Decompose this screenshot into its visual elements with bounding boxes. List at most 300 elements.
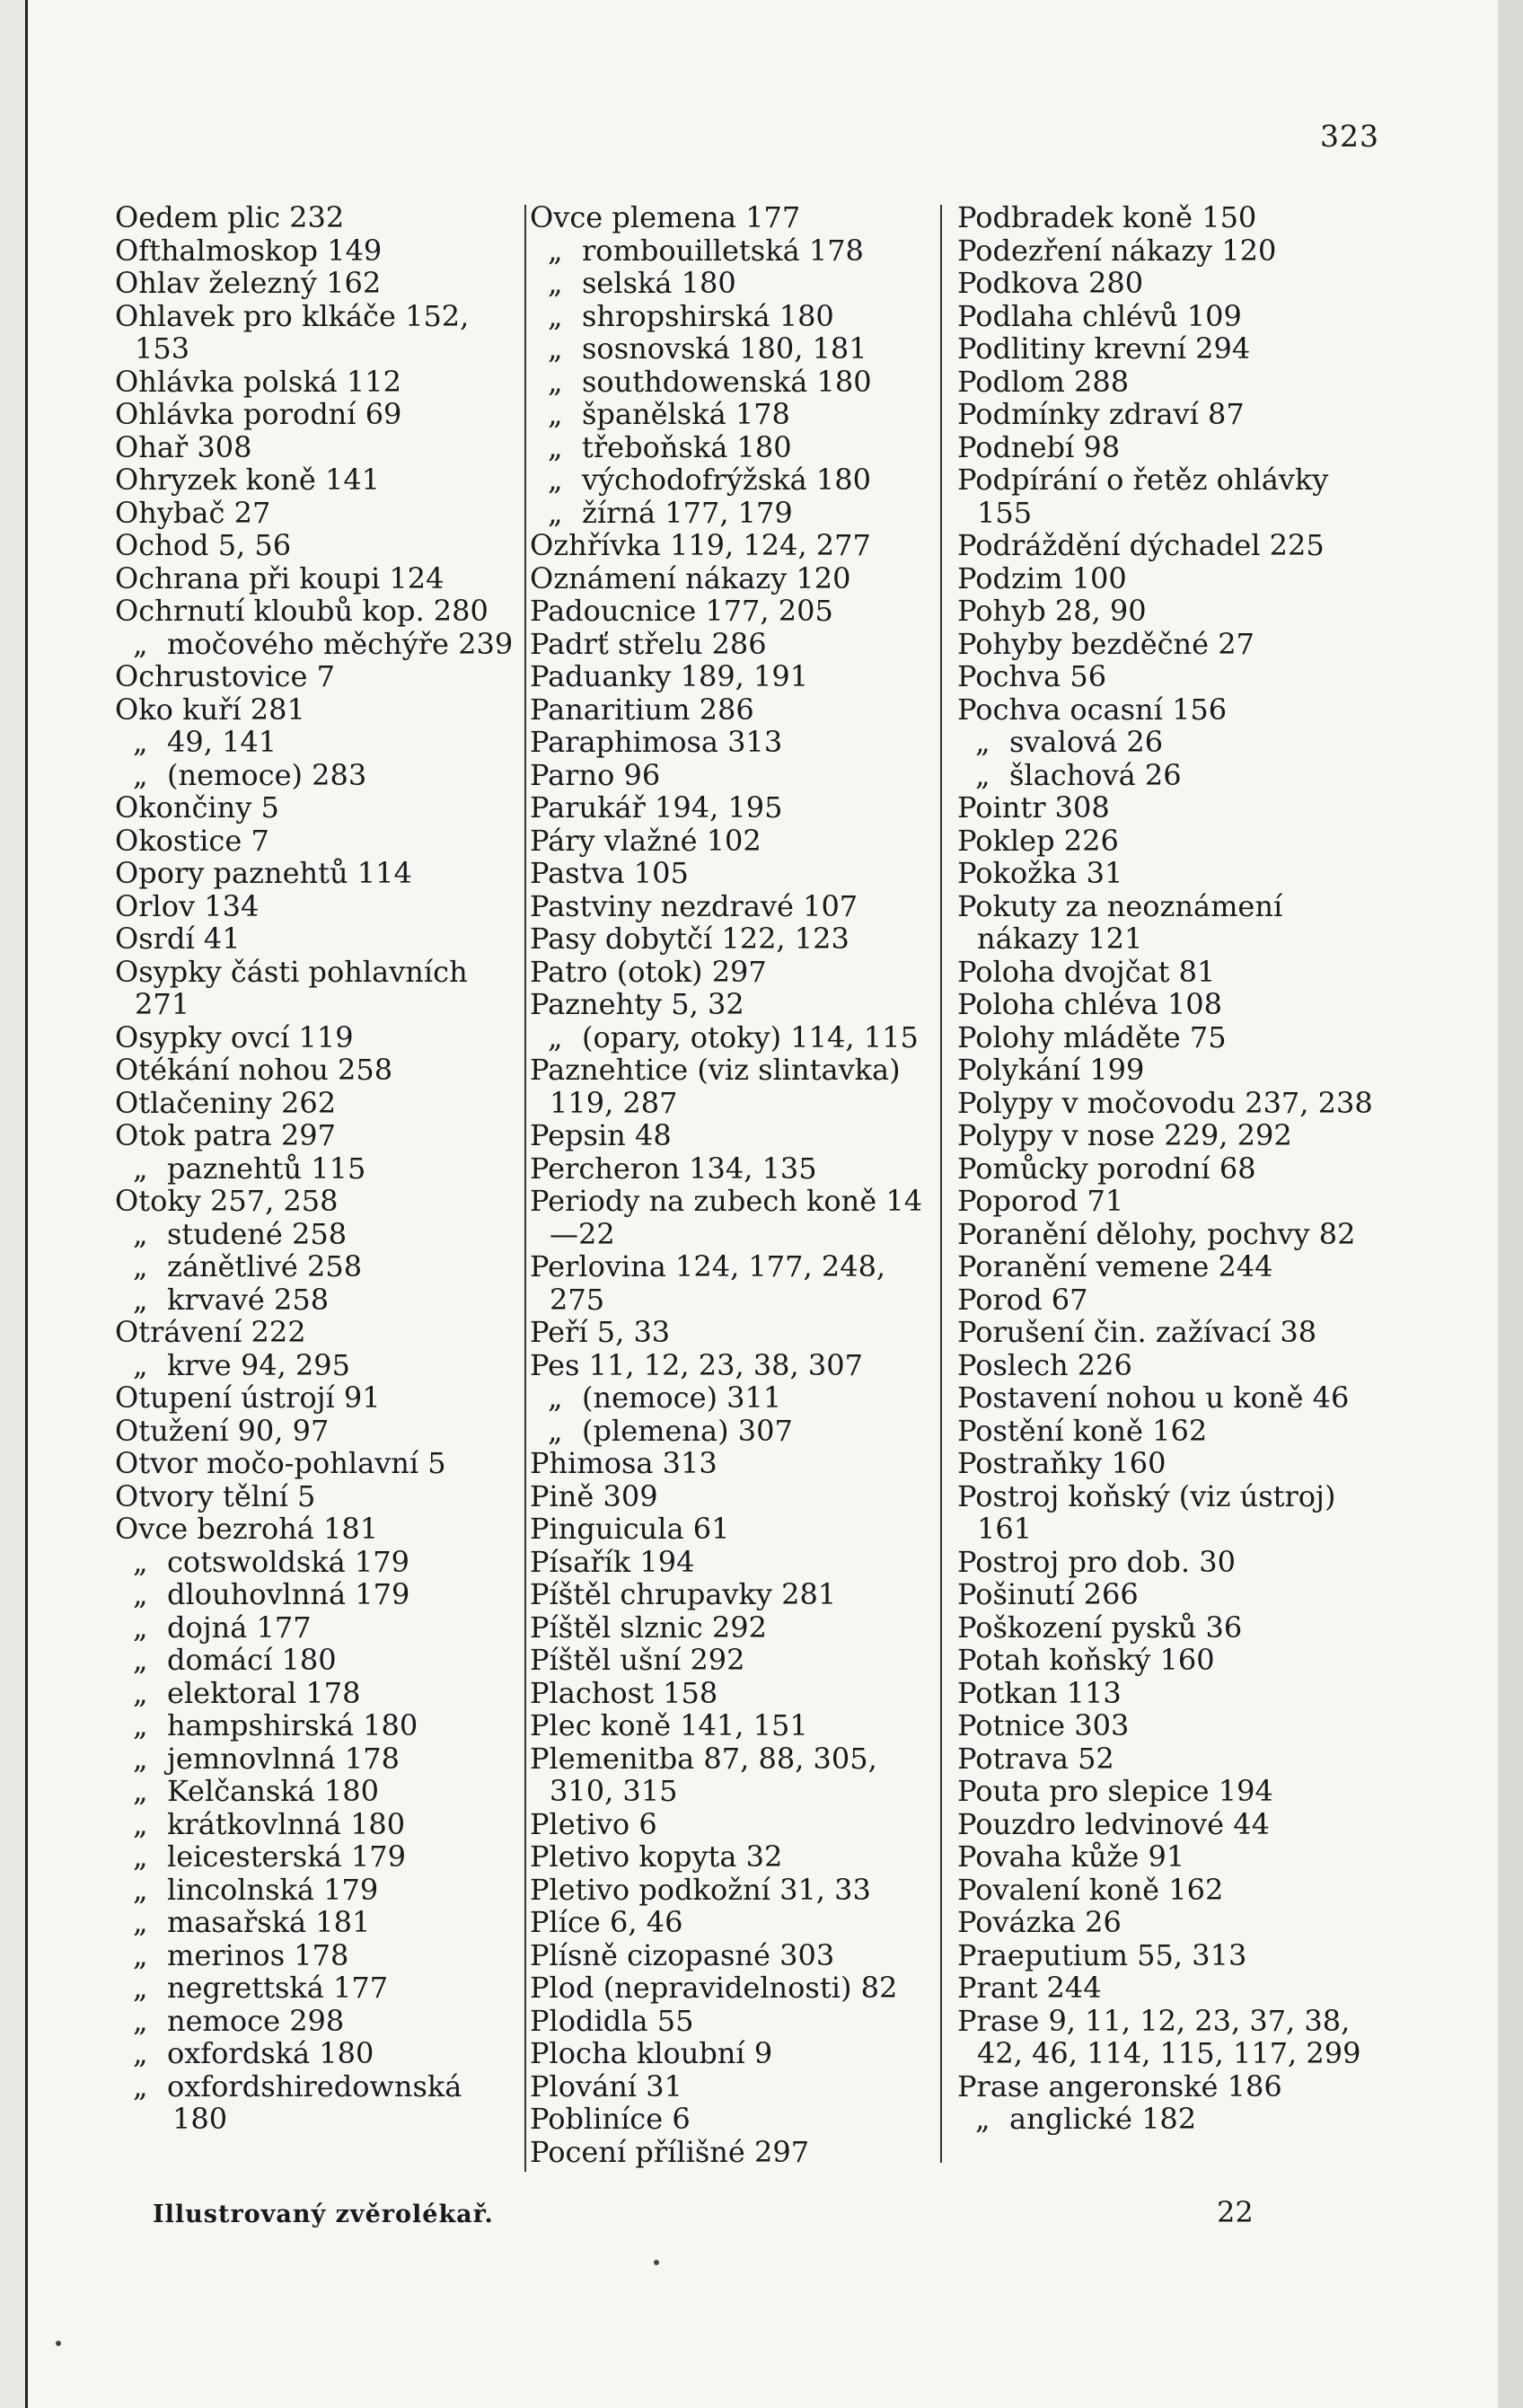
index-entry — [957, 300, 1379, 333]
index-entry-text: Podmínky zdraví 87 — [957, 397, 1245, 431]
index-entry — [115, 234, 519, 268]
index-entry-text: Povaha kůže 91 — [957, 1839, 1185, 1874]
index-entry-text: Pošinutí 266 — [957, 1577, 1139, 1611]
index-entry — [957, 234, 1379, 268]
index-entry — [530, 2070, 943, 2104]
index-entry — [957, 660, 1379, 693]
index-entry-text: Padoucnice 177, 205 — [530, 594, 833, 628]
index-entry — [530, 988, 943, 1021]
index-entry — [530, 1513, 943, 1546]
index-entry — [530, 2136, 943, 2169]
index-entry — [530, 2005, 943, 2038]
ditto-mark: „ — [133, 2068, 148, 2104]
index-entry — [115, 759, 519, 792]
index-entry — [957, 463, 1379, 529]
index-entry — [957, 2070, 1379, 2104]
index-entry — [115, 431, 519, 464]
ditto-mark: „ — [133, 1577, 148, 1611]
index-entry-text: jemnovlnná 178 — [167, 1741, 400, 1776]
index-entry — [957, 431, 1379, 464]
index-entry — [530, 1152, 943, 1186]
index-entry-text: Podlitiny krevní 294 — [957, 331, 1251, 366]
index-entry-text: Paraphimosa 313 — [530, 725, 783, 759]
ditto-mark: „ — [548, 429, 563, 464]
index-entry-text: shropshirská 180 — [582, 298, 834, 333]
index-entry — [115, 1054, 519, 1087]
index-entry-text: cotswoldská 179 — [167, 1544, 409, 1579]
index-entry-text: negrettská 177 — [167, 1971, 389, 2005]
index-entry-text: Plování 31 — [530, 2068, 682, 2104]
index-entry — [115, 1611, 519, 1645]
index-entry — [530, 1611, 943, 1645]
index-entry-text: Ohlávka porodní 69 — [115, 397, 402, 431]
index-entry — [957, 857, 1379, 890]
index-entry-text: Plemenitba 87, 88, 305, 310, 315 — [530, 1741, 877, 1808]
index-entry — [530, 660, 943, 693]
index-entry — [530, 1874, 943, 1907]
index-entry-text: Polohy mláděte 75 — [957, 1019, 1227, 1054]
index-entry-text: Porušení čin. zažívací 38 — [957, 1315, 1317, 1349]
index-entry — [115, 1447, 519, 1480]
index-entry-text: Polypy v nose 229, 292 — [957, 1118, 1292, 1152]
ditto-mark: „ — [133, 1905, 148, 1939]
index-entry — [115, 1218, 519, 1251]
index-entry-text: Pletivo kopyta 32 — [530, 1839, 783, 1874]
index-entry-text: Pepsin 48 — [530, 1118, 672, 1152]
index-entry-text: Pouta pro slepice 194 — [957, 1774, 1273, 1808]
ditto-mark: „ — [133, 2036, 148, 2070]
page-number: 323 — [1320, 119, 1379, 154]
index-entry-text: southdowenská 180 — [582, 364, 872, 399]
index-entry-text: krátkovlnná 180 — [167, 1806, 406, 1841]
index-entry — [957, 332, 1379, 366]
index-entry-text: dlouhovlnná 179 — [167, 1577, 410, 1611]
index-entry — [115, 1415, 519, 1448]
index-entry-text: Ovce plemena 177 — [530, 200, 801, 234]
index-entry-text: Ofthalmoskop 149 — [115, 233, 383, 268]
index-entry — [957, 1742, 1379, 1776]
index-entry-text: Ohlavek pro klkáče 152, 153 — [115, 298, 470, 366]
index-entry-text: Opory paznehtů 114 — [115, 856, 412, 890]
ditto-mark: „ — [975, 757, 990, 792]
index-entry-text: selská 180 — [582, 266, 736, 300]
index-entry — [957, 791, 1379, 825]
ditto-mark: „ — [133, 1839, 148, 1874]
index-entry — [957, 1808, 1379, 1841]
index-entry — [115, 1578, 519, 1611]
index-entry-text: Prant 244 — [957, 1971, 1102, 2005]
index-entry-text: Otupení ústrojí 91 — [115, 1380, 381, 1415]
index-entry — [530, 628, 943, 661]
ditto-mark: „ — [133, 1872, 148, 1907]
index-entry — [115, 1546, 519, 1579]
index-entry — [115, 1185, 519, 1218]
index-entry-text: Pochva 56 — [957, 659, 1107, 693]
index-entry-text: Pletivo podkožní 31, 33 — [530, 1872, 871, 1907]
index-entry-text: nemoce 298 — [167, 2003, 345, 2038]
index-entry-text: Povázka 26 — [957, 1905, 1122, 1939]
index-entry-text: (opary, otoky) 114, 115 — [582, 1019, 919, 1054]
index-entry-text: Otužení 90, 97 — [115, 1413, 330, 1448]
index-entry — [115, 2005, 519, 2038]
index-column-2 — [530, 201, 943, 2168]
index-entry — [115, 628, 519, 661]
index-entry-text: anglické 182 — [1009, 2102, 1197, 2136]
index-entry-text: Pasy dobytčí 122, 123 — [530, 922, 850, 956]
index-entry — [115, 1808, 519, 1841]
index-entry-text: krve 94, 295 — [167, 1347, 351, 1382]
ditto-mark: „ — [975, 725, 990, 759]
ditto-mark: „ — [133, 1249, 148, 1283]
index-entry-text: Potkan 113 — [957, 1675, 1122, 1710]
index-entry — [115, 726, 519, 759]
index-entry — [530, 759, 943, 792]
index-entry-text: Plec koně 141, 151 — [530, 1708, 808, 1742]
index-entry-text: Pointr 308 — [957, 790, 1110, 825]
index-entry-text: Poškození pysků 36 — [957, 1610, 1243, 1645]
index-entry-text: Pinguicula 61 — [530, 1512, 730, 1546]
index-entry — [115, 1971, 519, 2005]
index-entry — [530, 1185, 943, 1250]
index-entry — [115, 1677, 519, 1710]
index-entry-text: (plemena) 307 — [582, 1413, 793, 1448]
index-entry — [957, 2005, 1379, 2070]
index-entry — [957, 890, 1379, 956]
ditto-mark: „ — [133, 1216, 148, 1251]
index-entry-text: Phimosa 313 — [530, 1446, 717, 1480]
index-column-3 — [957, 201, 1379, 2136]
index-entry-text: Paznehty 5, 32 — [530, 987, 744, 1021]
print-speck — [56, 2341, 61, 2346]
index-entry-text: Plocha kloubní 9 — [530, 2036, 773, 2070]
index-entry — [115, 890, 519, 923]
footer-signature-mark: 22 — [1217, 2195, 1254, 2229]
index-entry — [115, 1775, 519, 1808]
index-entry — [957, 1185, 1379, 1218]
index-entry — [957, 1152, 1379, 1186]
index-entry — [957, 529, 1379, 562]
index-entry — [530, 300, 943, 333]
index-entry-text: Otékání nohou 258 — [115, 1053, 393, 1087]
index-entry-text: Poklep 226 — [957, 823, 1119, 858]
index-entry-text: Poranění vemene 244 — [957, 1249, 1273, 1283]
index-entry — [115, 1742, 519, 1776]
index-entry-text: Postavení nohou u koně 46 — [957, 1380, 1350, 1415]
index-entry — [530, 366, 943, 399]
index-entry-text: Ochrana při koupi 124 — [115, 560, 445, 595]
index-entry — [530, 431, 943, 464]
index-entry-text: Podbradek koně 150 — [957, 200, 1257, 234]
index-entry — [115, 463, 519, 497]
ditto-mark: „ — [548, 1019, 563, 1054]
index-entry — [530, 726, 943, 759]
index-entry — [115, 791, 519, 825]
index-entry-text: svalová 26 — [1009, 725, 1164, 759]
ditto-mark: „ — [548, 233, 563, 268]
index-entry-text: Postění koně 162 — [957, 1413, 1208, 1448]
index-entry-text: Poporod 71 — [957, 1184, 1124, 1218]
index-entry-text: Poloha chléva 108 — [957, 987, 1222, 1021]
index-entry-text: Pletivo 6 — [530, 1806, 657, 1841]
index-entry — [530, 2103, 943, 2136]
index-entry — [530, 1971, 943, 2005]
index-entry — [530, 1578, 943, 1611]
index-entry — [530, 1447, 943, 1480]
index-entry — [530, 1709, 943, 1742]
index-entry — [530, 825, 943, 858]
index-entry — [957, 726, 1379, 759]
index-entry-text: Perlovina 124, 177, 248, 275 — [530, 1249, 886, 1317]
index-entry-text: Ozhřívka 119, 124, 277 — [530, 528, 871, 562]
index-entry — [957, 1316, 1379, 1349]
index-entry — [115, 857, 519, 890]
index-entry — [957, 1021, 1379, 1054]
index-entry — [530, 791, 943, 825]
index-entry — [115, 956, 519, 1021]
index-entry — [957, 956, 1379, 989]
index-entry — [530, 1644, 943, 1677]
ditto-mark: „ — [548, 266, 563, 300]
index-entry — [957, 1578, 1379, 1611]
index-entry-text: Ohybač 27 — [115, 495, 271, 530]
index-entry-text: Postroj koňský (viz ústroj) 161 — [957, 1478, 1336, 1546]
index-entry — [530, 1939, 943, 1972]
index-entry — [957, 628, 1379, 661]
index-entry — [957, 759, 1379, 792]
index-entry — [115, 2070, 519, 2136]
index-entry — [957, 366, 1379, 399]
index-entry-text: Pokožka 31 — [957, 856, 1123, 890]
index-entry — [530, 1480, 943, 1513]
index-entry-text: Ohlav železný 162 — [115, 266, 382, 300]
index-entry — [957, 1447, 1379, 1480]
index-entry-text: Pohyby bezděčné 27 — [957, 626, 1254, 661]
index-entry — [530, 1677, 943, 1710]
index-entry — [115, 1381, 519, 1415]
index-entry-text: Podzim 100 — [957, 560, 1127, 595]
index-entry — [115, 693, 519, 727]
index-entry-text: oxfordská 180 — [167, 2036, 374, 2070]
index-entry-text: šlachová 26 — [1009, 757, 1182, 792]
index-entry-text: Patro (otok) 297 — [530, 954, 767, 989]
index-entry-text: Paduanky 189, 191 — [530, 659, 809, 693]
ditto-mark: „ — [133, 1708, 148, 1742]
index-entry — [957, 562, 1379, 595]
index-entry-text: Ohlávka polská 112 — [115, 364, 401, 399]
index-entry — [115, 1840, 519, 1874]
ditto-mark: „ — [133, 1347, 148, 1382]
index-entry-text: Podráždění dýchadel 225 — [957, 528, 1325, 562]
index-entry-text: Polypy v močovodu 237, 238 — [957, 1085, 1373, 1120]
index-column-1 — [115, 201, 519, 2136]
index-entry-text: Praeputium 55, 313 — [957, 1937, 1247, 1972]
index-entry-text: Podezření nákazy 120 — [957, 233, 1277, 268]
index-entry-text: Poslech 226 — [957, 1347, 1132, 1382]
index-entry-text: Parukář 194, 195 — [530, 790, 783, 825]
index-entry-text: Periody na zubech koně 14—22 — [530, 1184, 923, 1251]
index-entry — [530, 2037, 943, 2070]
index-entry-text: Píštěl chrupavky 281 — [530, 1577, 837, 1611]
index-entry-text: Ochrnutí kloubů kop. 280 — [115, 594, 489, 628]
ditto-mark: „ — [133, 2003, 148, 2038]
index-entry-text: Pomůcky porodní 68 — [957, 1151, 1256, 1186]
index-entry-text: Ochrustovice 7 — [115, 659, 335, 693]
index-entry-text: Osrdí 41 — [115, 922, 241, 956]
index-entry — [115, 267, 519, 300]
index-entry — [530, 497, 943, 530]
index-entry-text: Podkova 280 — [957, 266, 1144, 300]
index-entry — [957, 1349, 1379, 1382]
index-entry-text: lincolnská 179 — [167, 1872, 379, 1907]
index-entry-text: Ohryzek koně 141 — [115, 463, 381, 497]
index-entry-text: Podlom 288 — [957, 364, 1130, 399]
index-entry-text: Podpírání o řetěz ohlávky 155 — [957, 463, 1329, 530]
ditto-mark: „ — [133, 1774, 148, 1808]
index-entry-text: Podlaha chlévů 109 — [957, 298, 1242, 333]
index-entry-text: Porod 67 — [957, 1282, 1088, 1317]
index-entry — [530, 956, 943, 989]
index-entry — [530, 1546, 943, 1579]
index-entry — [115, 922, 519, 956]
index-entry-text: Percheron 134, 135 — [530, 1151, 817, 1186]
index-entry — [957, 1939, 1379, 1972]
index-entry-text: Plod (nepravidelnosti) 82 — [530, 1971, 898, 2005]
ditto-mark: „ — [548, 1413, 563, 1448]
index-entry — [115, 1349, 519, 1382]
ditto-mark: „ — [133, 1282, 148, 1317]
index-entry — [115, 201, 519, 234]
index-entry — [115, 595, 519, 628]
index-entry-text: Píštěl slznic 292 — [530, 1610, 767, 1645]
footer-book-title: Illustrovaný zvěrolékař. — [153, 2201, 494, 2228]
index-entry — [957, 1840, 1379, 1874]
ditto-mark: „ — [133, 1151, 148, 1186]
index-entry — [530, 201, 943, 234]
ditto-mark: „ — [133, 1643, 148, 1677]
index-entry-text: Ochod 5, 56 — [115, 528, 292, 562]
index-entry-text: Povalení koně 162 — [957, 1872, 1224, 1907]
index-entry — [957, 201, 1379, 234]
index-entry — [530, 267, 943, 300]
index-entry — [957, 1283, 1379, 1317]
index-entry — [115, 562, 519, 595]
index-entry-text: Ohař 308 — [115, 429, 252, 464]
index-entry-text: Pochva ocasní 156 — [957, 692, 1228, 727]
index-entry-text: krvavé 258 — [167, 1282, 330, 1317]
index-entry-text: Padrť střelu 286 — [530, 626, 767, 661]
index-entry — [115, 1087, 519, 1120]
index-entry — [530, 1906, 943, 1939]
ditto-mark: „ — [133, 1806, 148, 1841]
index-entry — [530, 1119, 943, 1152]
ditto-mark: „ — [133, 1544, 148, 1579]
index-entry-text: elektoral 178 — [167, 1675, 361, 1710]
index-entry-text: Prase 9, 11, 12, 23, 37, 38, 42, 46, 114, 115, 117, 299 — [957, 2003, 1361, 2070]
index-entry-text: Otok patra 297 — [115, 1118, 336, 1152]
index-entry-text: Plísně cizopasné 303 — [530, 1937, 835, 1972]
ditto-mark: „ — [548, 463, 563, 497]
index-entry — [115, 1513, 519, 1546]
index-entry-text: Píštěl ušní 292 — [530, 1643, 745, 1677]
index-entry-text: merinos 178 — [167, 1937, 349, 1972]
index-entry — [115, 1906, 519, 1939]
column-divider — [940, 205, 942, 2163]
index-entry-text: Plachost 158 — [530, 1675, 718, 1710]
index-entry — [530, 1021, 943, 1054]
index-entry — [957, 1709, 1379, 1742]
index-entry — [957, 1054, 1379, 1087]
index-entry — [957, 825, 1379, 858]
index-entry — [530, 1742, 943, 1808]
index-entry-text: studené 258 — [167, 1216, 348, 1251]
index-entry-text: hampshirská 180 — [167, 1708, 418, 1742]
index-entry-text: Pes 11, 12, 23, 38, 307 — [530, 1347, 863, 1382]
index-entry — [957, 1546, 1379, 1579]
index-entry — [115, 1152, 519, 1186]
ditto-mark: „ — [133, 1937, 148, 1972]
index-entry — [957, 267, 1379, 300]
index-entry-text: žírná 177, 179 — [582, 495, 793, 530]
index-entry — [957, 1677, 1379, 1710]
index-entry — [530, 529, 943, 562]
index-entry — [530, 1808, 943, 1841]
index-entry-text: Peří 5, 33 — [530, 1315, 671, 1349]
index-entry-text: Pohyb 28, 90 — [957, 594, 1147, 628]
page-edge — [1498, 0, 1523, 2408]
ditto-mark: „ — [133, 1675, 148, 1710]
index-entry — [115, 497, 519, 530]
index-entry — [957, 1250, 1379, 1283]
index-entry — [530, 1349, 943, 1382]
index-entry-text: Otoky 257, 258 — [115, 1184, 339, 1218]
index-entry — [530, 693, 943, 727]
index-entry — [115, 2037, 519, 2070]
index-entry-text: Pocení přílišné 297 — [530, 2134, 810, 2169]
index-entry — [957, 1644, 1379, 1677]
index-entry-text: Otlačeniny 262 — [115, 1085, 337, 1120]
index-entry-text: třeboňská 180 — [582, 429, 792, 464]
index-entry-text: Pastva 105 — [530, 856, 689, 890]
index-entry — [115, 366, 519, 399]
index-entry — [115, 825, 519, 858]
index-entry-text: Polykání 199 — [957, 1053, 1145, 1087]
index-entry-text: Pastviny nezdravé 107 — [530, 888, 858, 923]
index-entry-text: dojná 177 — [167, 1610, 312, 1645]
index-entry-text: Oedem plic 232 — [115, 200, 345, 234]
index-entry — [115, 1021, 519, 1054]
index-entry-text: španělská 178 — [582, 397, 790, 431]
index-entry-text: masařská 181 — [167, 1905, 371, 1939]
index-entry-text: domácí 180 — [167, 1643, 337, 1677]
index-entry — [957, 988, 1379, 1021]
index-entry-text: oxfordshiredownská 180 — [167, 2068, 462, 2136]
index-entry-text: východofrýžská 180 — [582, 463, 871, 497]
index-entry-text: Prase angeronské 186 — [957, 2068, 1282, 2104]
index-entry-text: zánětlivé 258 — [167, 1249, 363, 1283]
index-entry — [530, 398, 943, 431]
ditto-mark: „ — [548, 495, 563, 530]
index-entry — [530, 1316, 943, 1349]
ditto-mark: „ — [548, 298, 563, 333]
index-entry-text: (nemoce) 283 — [167, 757, 367, 792]
index-entry — [115, 1283, 519, 1317]
index-entry-text: rombouilletská 178 — [582, 233, 864, 268]
index-entry-text: Parno 96 — [530, 757, 661, 792]
index-entry-text: Ovce bezrohá 181 — [115, 1512, 379, 1546]
index-entry — [530, 595, 943, 628]
index-entry — [115, 1709, 519, 1742]
index-entry — [957, 1218, 1379, 1251]
